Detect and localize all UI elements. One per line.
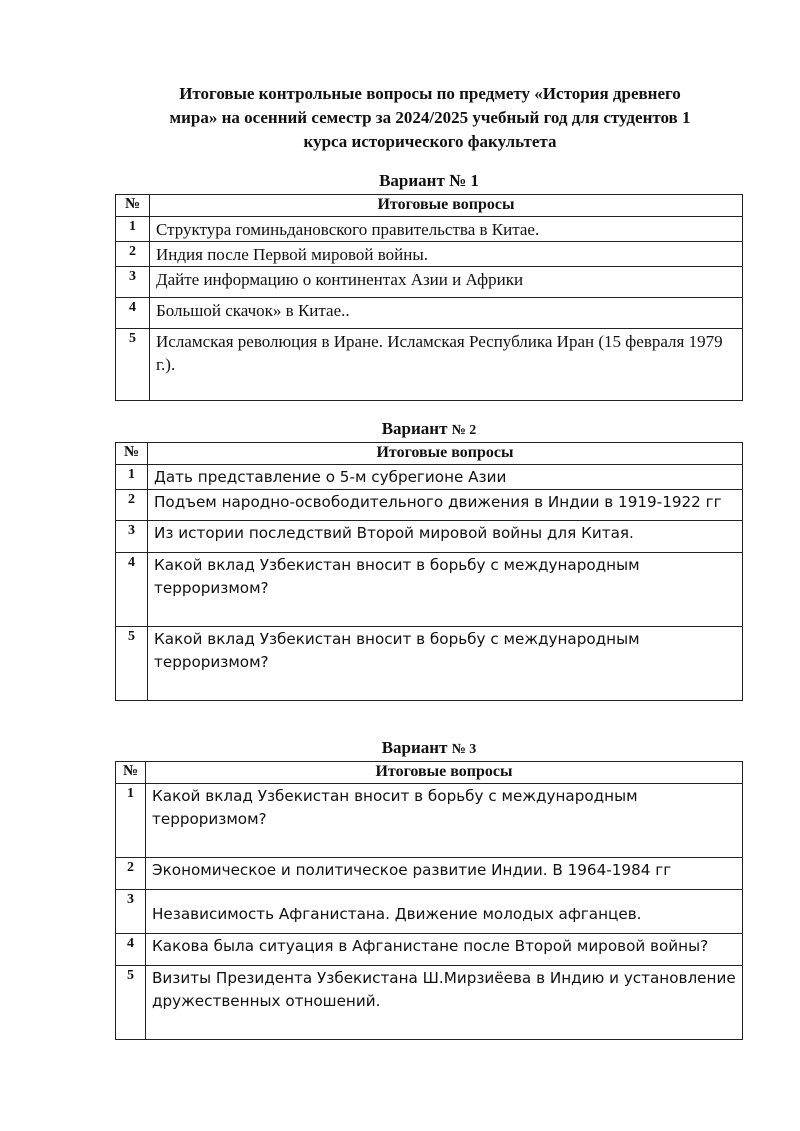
variant-1-table: [115, 194, 743, 401]
row-number: 2: [116, 858, 146, 890]
question-text: Экономическое и политическое развитие Индии. В 1964-1984 гг: [146, 858, 743, 890]
row-number: 2: [116, 242, 150, 267]
question-text: Какой вклад Узбекистан вносит в борьбу с международным терроризмом?: [148, 627, 743, 701]
variant-2-heading: [115, 418, 743, 442]
variant-2-table: [115, 442, 743, 701]
table-row: [116, 490, 743, 521]
column-header-number: №: [116, 443, 148, 465]
document-title: [120, 82, 740, 154]
row-number: 5: [116, 329, 150, 401]
variant-3-table: [115, 761, 743, 1040]
title-line: мира» на осенний семестр за 2024/2025 учебный год для студентов 1: [169, 108, 691, 127]
table-row: [116, 217, 743, 242]
row-number: 4: [116, 553, 148, 627]
table-row: [116, 465, 743, 490]
row-number: 5: [116, 627, 148, 701]
question-text: Какой вклад Узбекистан вносит в борьбу с международным терроризмом?: [148, 553, 743, 627]
row-number: 4: [116, 298, 150, 329]
question-text: Дать представление о 5-м субрегионе Азии: [148, 465, 743, 490]
row-number: 5: [116, 966, 146, 1040]
question-text: Большой скачок» в Китае..: [150, 298, 743, 329]
variant-3-heading: [115, 737, 743, 761]
table-row: [116, 858, 743, 890]
row-number: 3: [116, 890, 146, 934]
table-row: [116, 329, 743, 401]
variant-heading-number: № 1: [449, 171, 479, 190]
table-row: [116, 966, 743, 1040]
column-header-questions: Итоговые вопросы: [148, 443, 743, 465]
variant-heading-word: Вариант: [379, 171, 445, 190]
question-text: Визиты Президента Узбекистана Ш.Мирзиёева в Индию и установление дружественных отношений.: [146, 966, 743, 1040]
row-number: 3: [116, 267, 150, 298]
table-row: [116, 627, 743, 701]
column-header-number: №: [116, 195, 150, 217]
table-row: [116, 267, 743, 298]
table-row: [116, 298, 743, 329]
row-number: 1: [116, 217, 150, 242]
table-row: [116, 553, 743, 627]
question-text: Независимость Афганистана. Движение молодых афганцев.: [146, 890, 743, 934]
table-row: [116, 890, 743, 934]
row-number: 3: [116, 521, 148, 553]
table-header-row: [116, 762, 743, 784]
column-header-questions: Итоговые вопросы: [146, 762, 743, 784]
variant-heading-word: Вариант: [381, 419, 448, 438]
question-text: Индия после Первой мировой войны.: [150, 242, 743, 267]
table-row: [116, 784, 743, 858]
question-text: Какой вклад Узбекистан вносит в борьбу с международным терроризмом?: [146, 784, 743, 858]
table-header-row: [116, 443, 743, 465]
variant-1-heading: [115, 170, 743, 192]
table-header-row: [116, 195, 743, 217]
question-text: Исламская революция в Иране. Исламская Республика Иран (15 февраля 1979 г.).: [150, 329, 743, 401]
title-line: Итоговые контрольные вопросы по предмету «История древнего: [179, 84, 681, 103]
row-number: 1: [116, 465, 148, 490]
table-row: [116, 242, 743, 267]
column-header-questions: Итоговые вопросы: [150, 195, 743, 217]
row-number: 1: [116, 784, 146, 858]
table-row: [116, 934, 743, 966]
table-row: [116, 521, 743, 553]
question-text: Какова была ситуация в Афганистане после Второй мировой войны?: [146, 934, 743, 966]
question-text: Из истории последствий Второй мировой войны для Китая.: [148, 521, 743, 553]
variant-heading-number: № 2: [451, 423, 477, 438]
variant-heading-word: Вариант: [381, 738, 448, 757]
question-text: Подъем народно-освободительного движения в Индии в 1919-1922 гг: [148, 490, 743, 521]
row-number: 2: [116, 490, 148, 521]
title-line: курса исторического факультета: [303, 132, 557, 151]
column-header-number: №: [116, 762, 146, 784]
question-text: Дайте информацию о континентах Азии и Африки: [150, 267, 743, 298]
row-number: 4: [116, 934, 146, 966]
question-text: Структура гоминьдановского правительства в Китае.: [150, 217, 743, 242]
variant-heading-number: № 3: [451, 742, 477, 757]
